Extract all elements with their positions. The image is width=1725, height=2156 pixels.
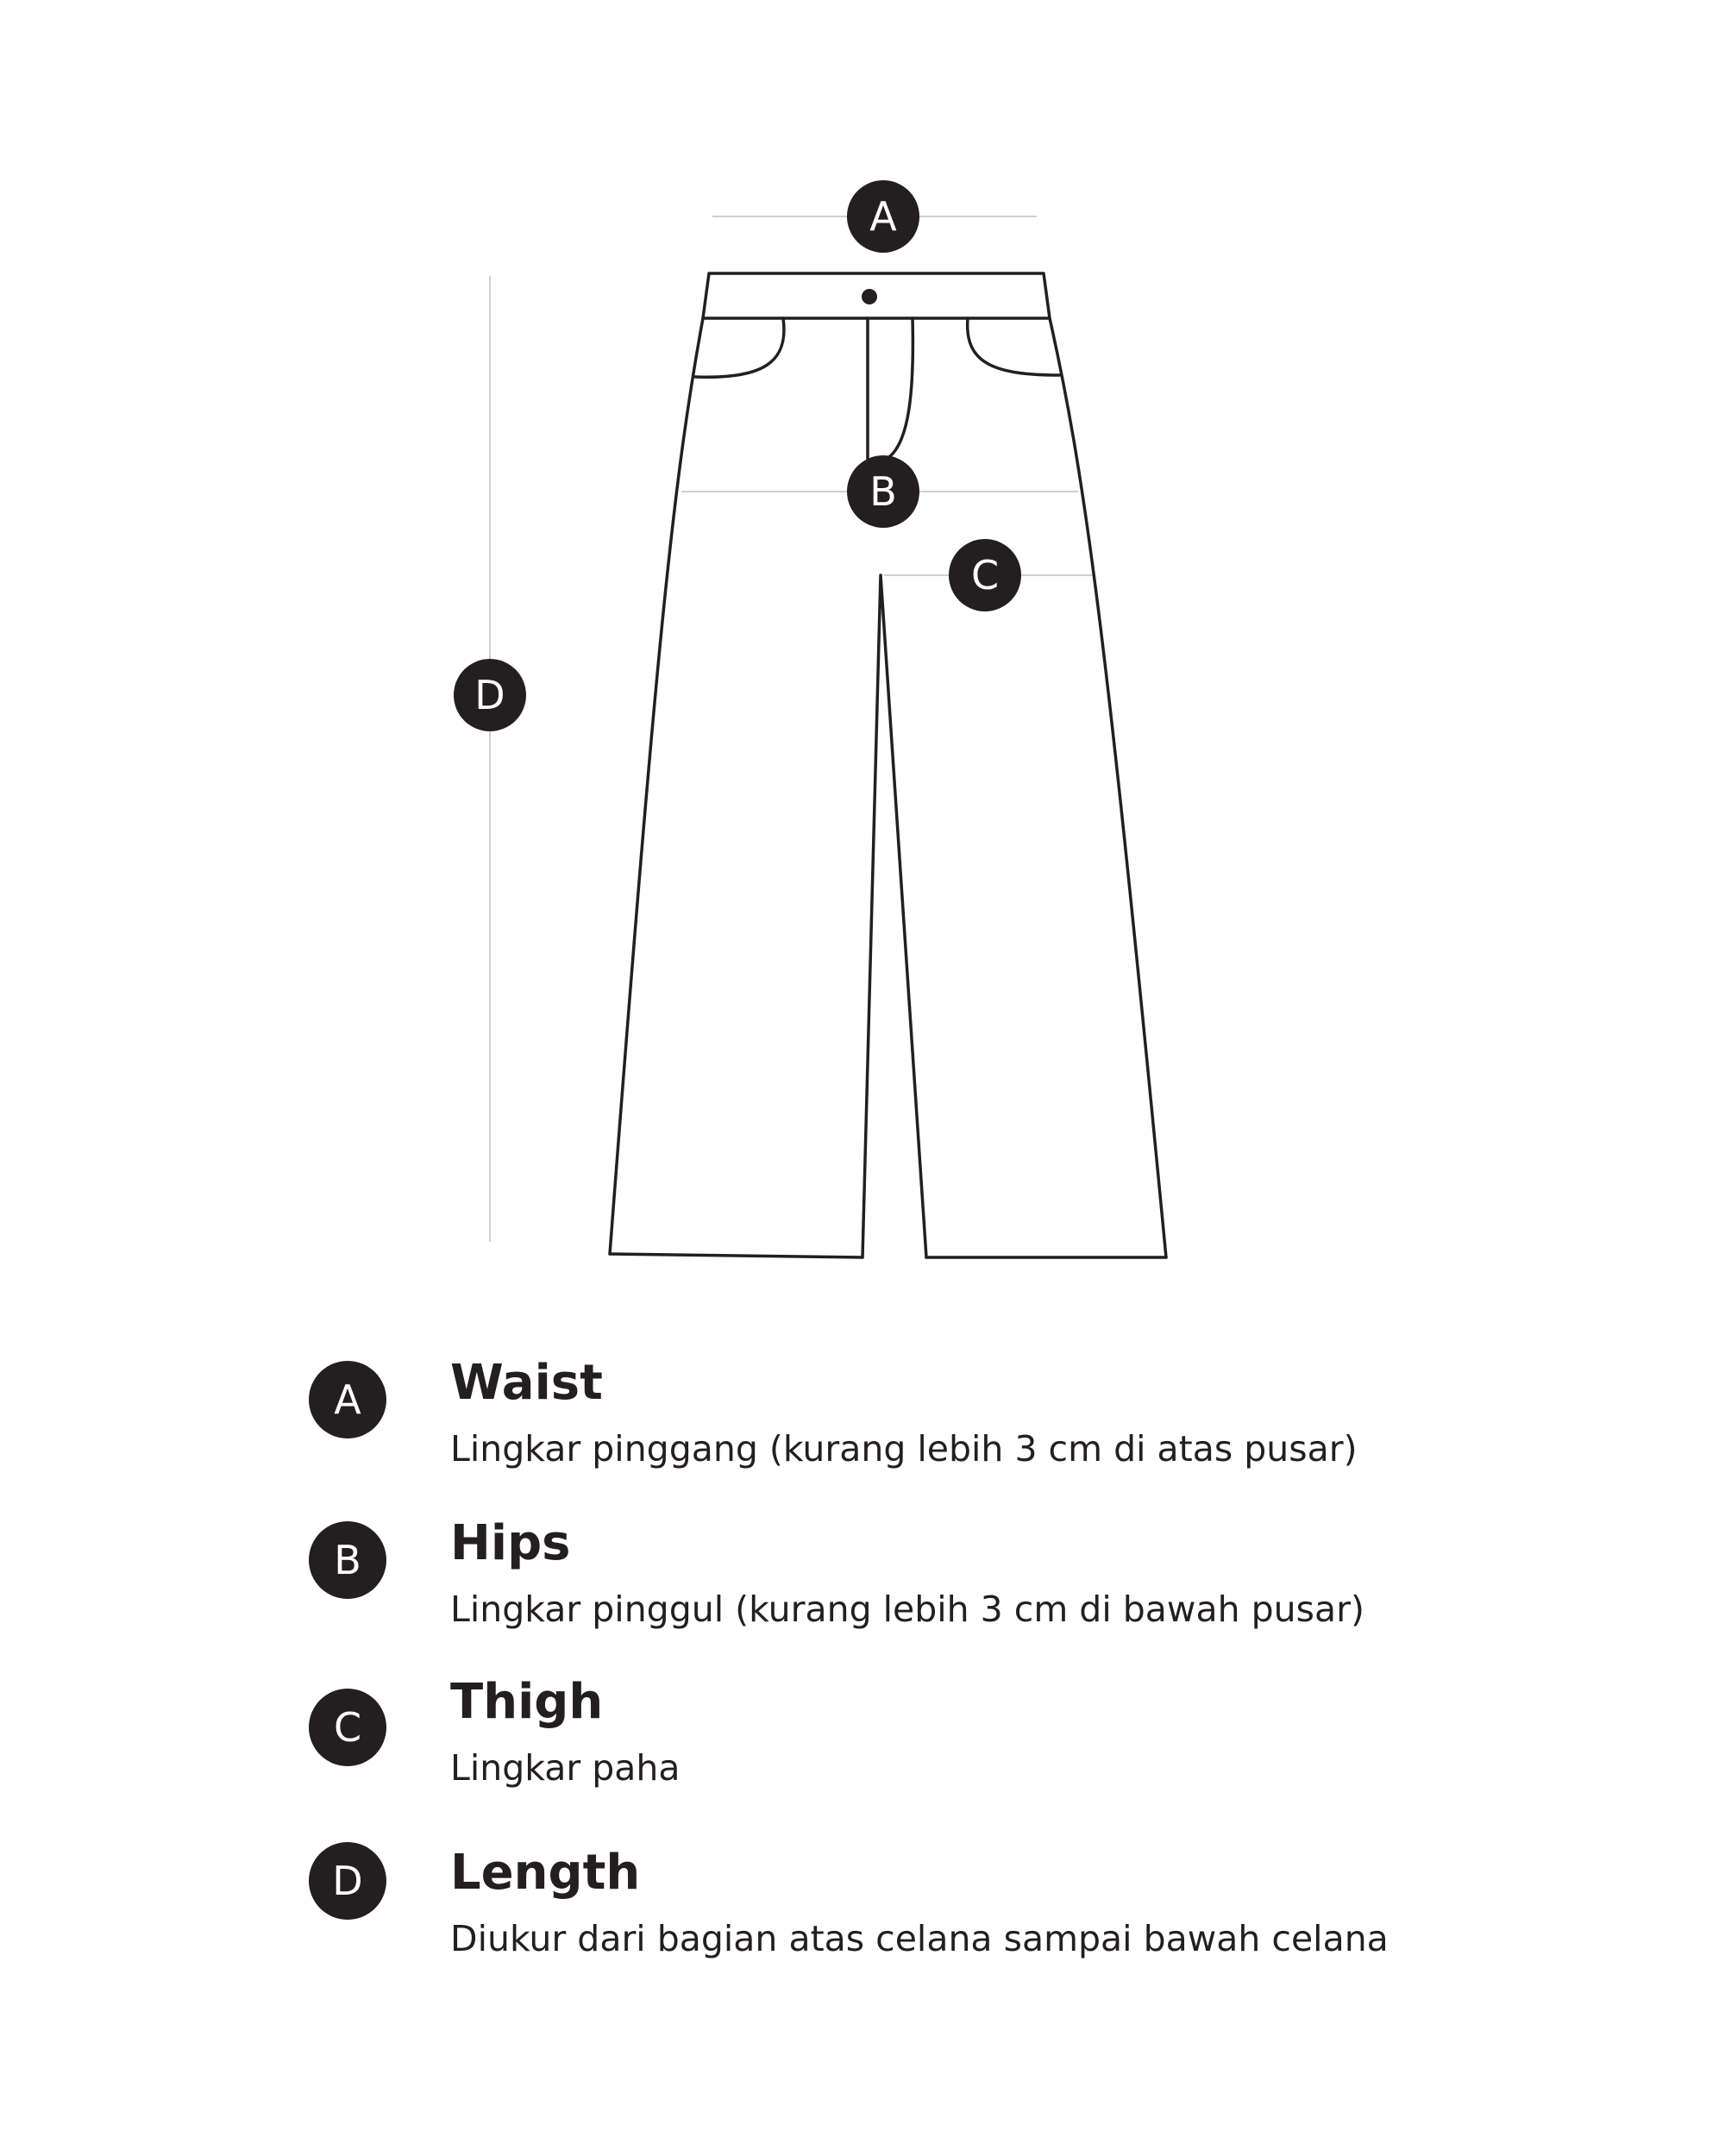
marker-d — [454, 659, 526, 731]
fly-curve — [887, 318, 913, 459]
marker-b — [847, 455, 919, 528]
right-pocket — [968, 318, 1059, 375]
legend-title: Thigh — [450, 1674, 604, 1730]
legend-title: Hips — [450, 1515, 571, 1571]
marker-a — [847, 180, 919, 253]
legend-badge: A — [309, 1361, 386, 1438]
marker-d-label: D — [474, 672, 505, 718]
left-leg-hem — [610, 1254, 862, 1257]
legend-badge: C — [309, 1689, 386, 1766]
inseam — [862, 575, 926, 1257]
right-leg-outer-seam — [1050, 318, 1166, 1257]
left-leg-outer-seam — [610, 318, 703, 1254]
legend-description: Diukur dari bagian atas celana sampai bawah celana — [450, 1918, 1389, 1959]
legend-title: Waist — [450, 1355, 603, 1411]
legend-description: Lingkar pinggul (kurang lebih 3 cm di bawah pusar) — [450, 1589, 1364, 1630]
marker-c — [949, 539, 1021, 611]
legend-badge: B — [309, 1521, 386, 1599]
pants-outline — [610, 273, 1166, 1257]
legend-description: Lingkar paha — [450, 1747, 681, 1789]
waistband-button — [862, 289, 877, 304]
legend-badge: D — [309, 1842, 386, 1920]
marker-c-label: C — [970, 552, 1000, 599]
legend-title: Length — [450, 1845, 641, 1901]
marker-a-label: A — [869, 193, 897, 240]
left-pocket — [695, 318, 784, 377]
legend-description: Lingkar pinggang (kurang lebih 3 cm di atas pusar) — [450, 1428, 1358, 1470]
marker-b-label: B — [869, 468, 897, 515]
